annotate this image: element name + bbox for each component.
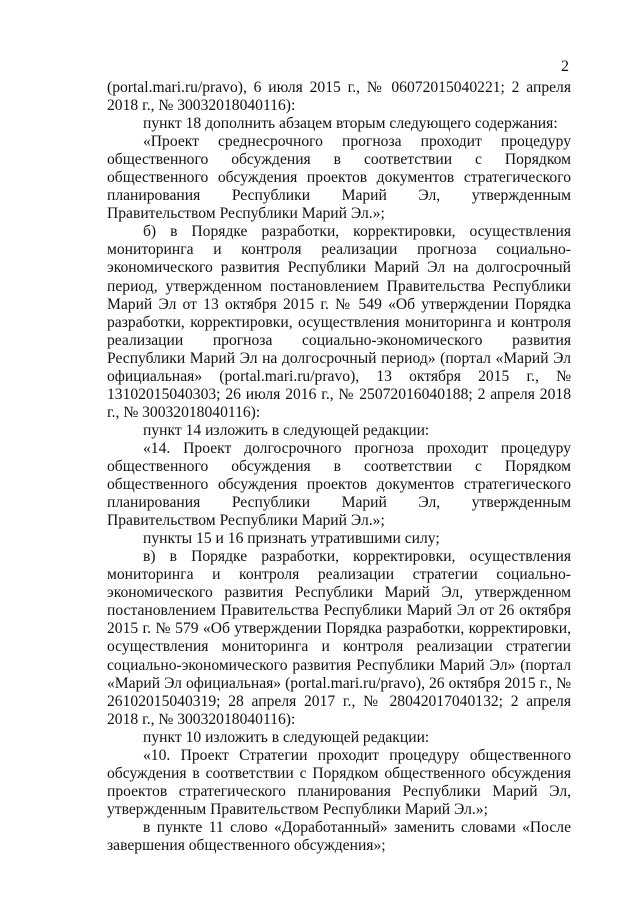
paragraph-items-15-16-repeal: пункты 15 и 16 признать утратившими силу;: [143, 530, 440, 548]
page-number: 2: [561, 58, 569, 75]
paragraph-subitem-b: б) в Порядке разработки, корректировки, осуществления мониторинга и контроля реализации прогноза социально-экономического развития Республики Марий Эл на долгосрочный период, утвержденном постановлением Правительства Республики Марий Эл от 13 октября 2015 г. № 549 «Об утверждении Порядка разработки, корректировки, осуществления мониторинга и контроля реализации прогноза социально-экономического развития Республики Марий Эл на долгосрочный период» (портал «Марий Эл официальная» (portal.mari.ru/pravo), 13 октября 2015 г., № 13102015040303; 26 июля 2016 г., № 25072016040188; 2 апреля 2018 г., № 30032018040116):: [107, 223, 571, 421]
paragraph-item-18-instruction: пункт 18 дополнить абзацем вторым следующего содержания:: [143, 115, 558, 133]
paragraph-subitem-v: в) в Порядке разработки, корректировки, осуществления мониторинга и контроля реализации стратегии социально-экономического развития Республики Марий Эл, утвержденном постановлением Правительства Республики Марий Эл от 26 октября 2015 г. № 579 «Об утверждении Порядка разработки, корректировки, осуществления мониторинга и контроля реализации стратегии социально-экономического развития Республики Марий Эл» (портал «Марий Эл официальная» (portal.mari.ru/pravo), 26 октября 2015 г., № 26102015040319; 28 апреля 2017 г., № 28042017040132; 2 апреля 2018 г., № 30032018040116):: [107, 548, 571, 728]
paragraph-long-term-forecast-quote: «14. Проект долгосрочного прогноза проходит процедуру общественного обсуждения в соответствии с Порядком общественного обсуждения проектов документов стратегического планирования Республики Марий Эл, утвержденным Правительством Республики Марий Эл.»;: [107, 439, 571, 530]
paragraph-publication-reference: (portal.mari.ru/pravo), 6 июля 2015 г., № 06072015040221; 2 апреля 2018 г., № 30032018040116):: [107, 79, 571, 115]
document-body: [107, 79, 571, 855]
paragraph-medium-term-forecast-quote: «Проект среднесрочного прогноза проходит процедуру общественного обсуждения в соответствии с Порядком общественного обсуждения проектов документов стратегического планирования Республики Марий Эл, утвержденным Правительством Республики Марий Эл.»;: [107, 133, 571, 223]
paragraph-item-14-instruction: пункт 14 изложить в следующей редакции:: [143, 421, 430, 439]
paragraph-item-11-replacement: в пункте 11 слово «Доработанный» заменить словами «После завершения общественного обсуждения»;: [107, 818, 571, 854]
paragraph-item-10-instruction: пункт 10 изложить в следующей редакции:: [143, 728, 430, 746]
paragraph-strategy-quote: «10. Проект Стратегии проходит процедуру общественного обсуждения в соответствии с Порядком общественного обсуждения проектов стратегического планирования Республики Марий Эл, утвержденным Правительством Республики Марий Эл.»;: [107, 746, 571, 818]
